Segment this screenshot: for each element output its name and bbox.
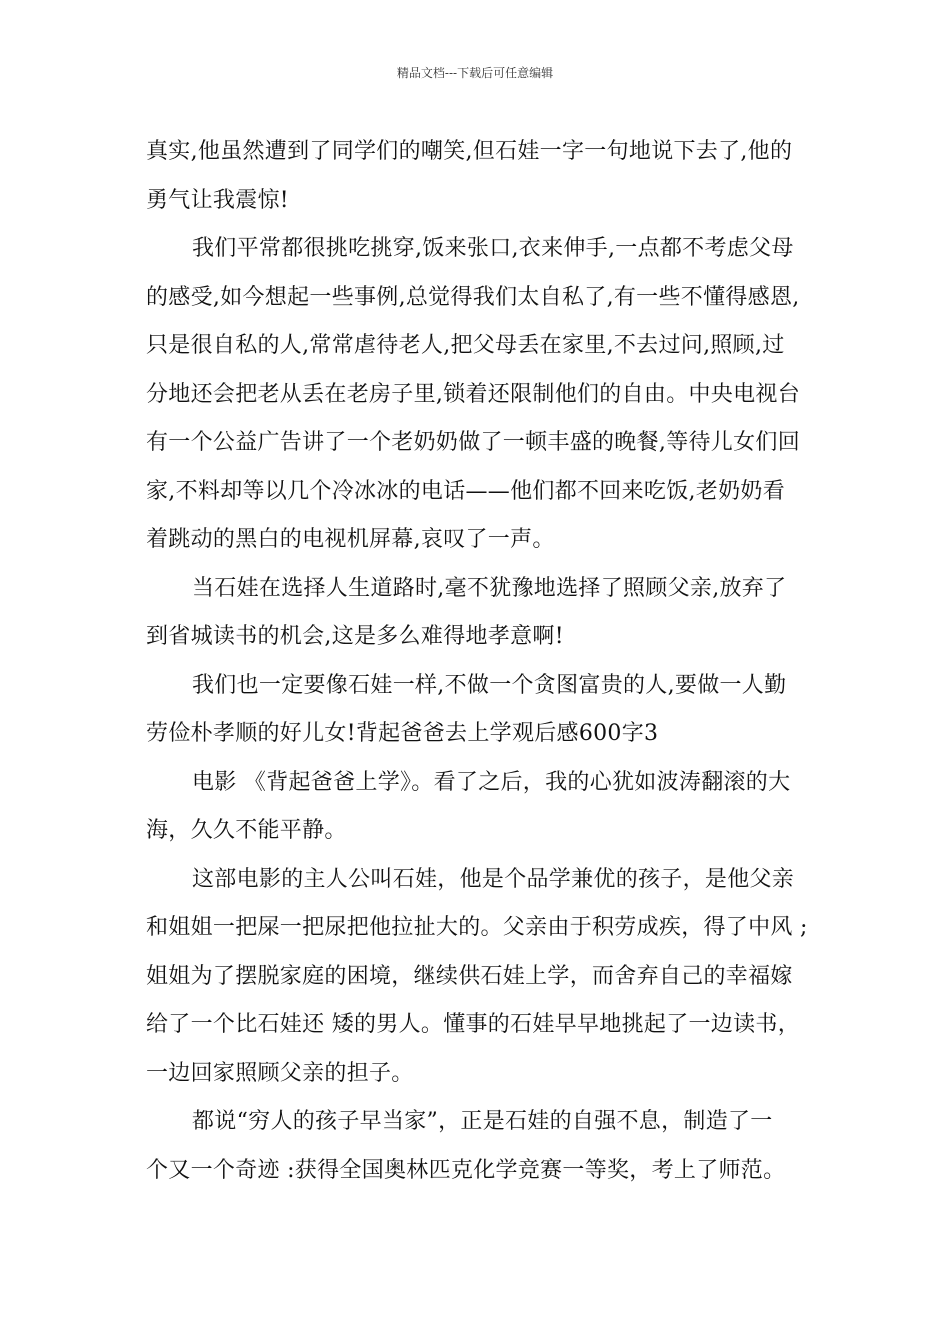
paragraph-start-line: 电影 《背起爸爸上学》。看了之后，我的心犹如波涛翻滚的大 (192, 769, 791, 795)
text-line: 给了一个比石娃还 矮的男人。懂事的石娃早早地挑起了一边读书， (146, 1012, 800, 1037)
text-line: 劳俭朴孝顺的好儿女!背起爸爸去上学观后感600字3 (146, 721, 659, 746)
paragraph-start-line: 都说“穷人的孩子早当家”，正是石娃的自强不息，制造了一 (192, 1109, 773, 1134)
text-line: 的感受,如今想起一些事例,总觉得我们太自私了,有一些不懂得感恩, (146, 284, 800, 310)
paragraph-start-line: 我们平常都很挑吃挑穿,饭来张口,衣来伸手,一点都不考虑父母 (192, 236, 794, 261)
text-line: 和姐姐一把屎一把尿把他拉扯大的。父亲由于积劳成疾，得了中风 ; (146, 915, 808, 940)
paragraph-start-line: 这部电影的主人公叫石娃，他是个品学兼优的孩子，是他父亲 (192, 866, 795, 892)
text-line: 家,不料却等以几个冷冰冰的电话——他们都不回来吃饭,老奶奶看 (146, 478, 785, 504)
paragraph-start-line: 当石娃在选择人生道路时,毫不犹豫地选择了照顾父亲,放弃了 (192, 575, 787, 601)
text-line: 有一个公益广告讲了一个老奶奶做了一顿丰盛的晚餐,等待儿女们回 (146, 430, 800, 455)
text-line: 一边回家照顾父亲的担子。 (146, 1060, 414, 1086)
paragraph-start-line: 我们也一定要像石娃一样,不做一个贪图富贵的人,要做一人勤 (192, 672, 787, 698)
text-line: 分地还会把老从丢在老房子里,锁着还限制他们的自由。中央电视台 (146, 381, 800, 407)
text-line: 只是很自私的人,常常虐待老人,把父母丢在家里,不去过问,照顾,过 (146, 333, 785, 358)
text-line: 海，久久不能平静。 (146, 818, 347, 843)
text-line: 勇气让我震惊! (146, 187, 289, 213)
text-line: 到省城读书的机会,这是多么难得地孝意啊! (146, 624, 564, 649)
page-header: 精品文档---下载后可任意编辑 (396, 66, 554, 80)
text-line: 姐姐为了摆脱家庭的困境，继续供石娃上学，而舍弃自己的幸福嫁 (146, 963, 793, 989)
text-line: 着跳动的黑白的电视机屏幕,哀叹了一声。 (146, 527, 555, 552)
document-body (146, 128, 816, 1195)
text-line: 个又一个奇迹 :获得全国奥林匹克化学竞赛一等奖，考上了师范。 (146, 1157, 786, 1183)
text-line: 真实,他虽然遭到了同学们的嘲笑,但石娃一字一句地说下去了,他的 (146, 139, 793, 164)
